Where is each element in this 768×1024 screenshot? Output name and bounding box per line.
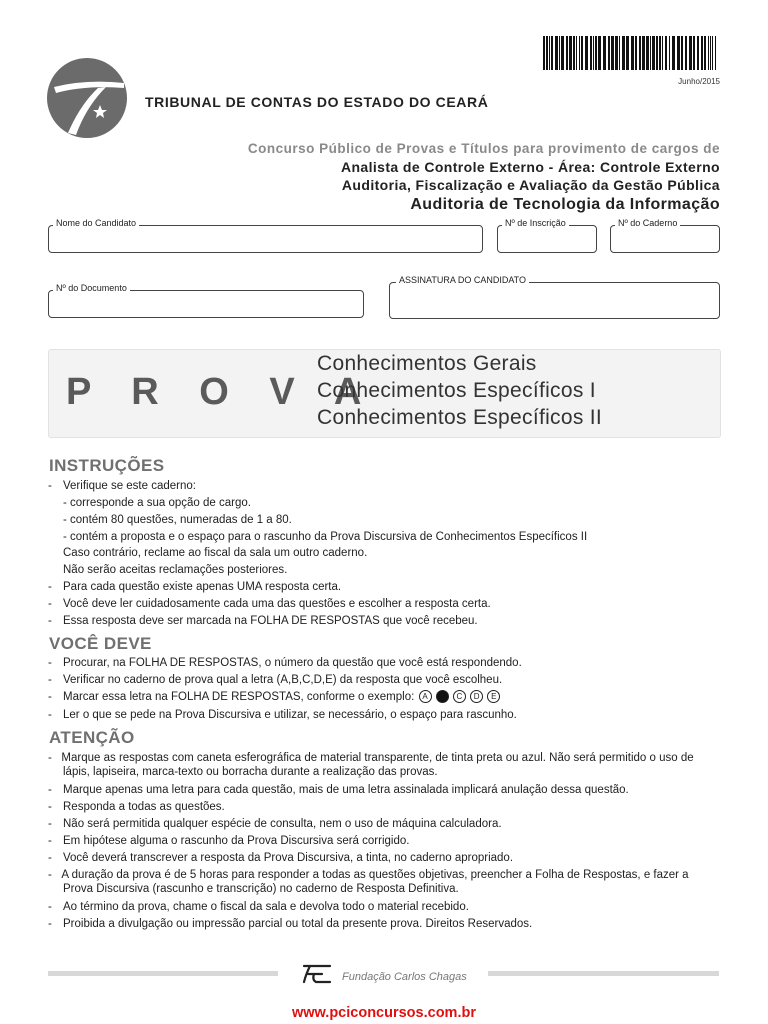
tce-logo-icon	[46, 57, 128, 139]
prova-subjects	[317, 350, 602, 431]
list-item: - Em hipótese alguma o rascunho da Prova Discursiva será corrigido.	[48, 835, 410, 847]
subject-line: Conhecimentos Gerais	[317, 352, 537, 375]
organization-title: TRIBUNAL DE CONTAS DO ESTADO DO CEARÁ	[145, 94, 489, 110]
cargo-line: Analista de Controle Externo - Área: Controle Externo	[340, 159, 720, 175]
list-item: - Você deverá transcrever a resposta da Prova Discursiva, a tinta, no caderno apropriado.	[48, 852, 514, 864]
list-item: - Procurar, na FOLHA DE RESPOSTAS, o número da questão que você está respondendo.	[48, 657, 522, 669]
foundation-name: Fundação Carlos Chagas	[342, 971, 467, 983]
voce-deve-title: VOCÊ DEVE	[49, 634, 152, 653]
list-item: - corresponde a sua opção de cargo.	[63, 497, 251, 509]
list-item: - Proibida a divulgação ou impressão parcial ou total da presente prova. Direitos Reservados.	[48, 918, 533, 930]
concurso-line: Concurso Público de Provas e Títulos para provimento de cargos de	[247, 141, 720, 156]
documento-label: Nº do Documento	[53, 283, 130, 293]
concurso-heading	[248, 140, 720, 216]
date-label: Junho/2015	[678, 77, 720, 86]
subject-line: Conhecimentos Específicos I	[317, 379, 596, 402]
bubble-a: A	[419, 690, 432, 703]
nome-candidato-label: Nome do Candidato	[53, 218, 139, 228]
list-item: Não serão aceitas reclamações posteriores.	[63, 564, 288, 576]
list-item: - contém 80 questões, numeradas de 1 a 80.	[63, 514, 292, 526]
list-item: - Não será permitida qualquer espécie de consulta, nem o uso de máquina calculadora.	[48, 818, 502, 830]
list-item: - Marque apenas uma letra para cada questão, mais de uma letra assinalada implicará anulação dessa questão.	[48, 784, 629, 796]
list-item: - Ao término da prova, chame o fiscal da sala e devolva todo o material recebido.	[48, 901, 469, 913]
documento-field[interactable]	[48, 283, 364, 318]
list-item: - Ler o que se pede na Prova Discursiva e utilizar, se necessário, o espaço para rascunho.	[48, 709, 517, 721]
instrucoes-title: INSTRUÇÕES	[49, 456, 165, 475]
list-item: - Marque as respostas com caneta esferográfica de material transparente, de tinta preta ou azul. Não será permitido o uso de lápis, lapiseira, marca-texto ou borracha durante a realização das provas.	[48, 752, 694, 778]
bubble-d: D	[470, 690, 483, 703]
assinatura-field[interactable]	[389, 275, 720, 319]
bubble-c: C	[453, 690, 466, 703]
list-item: - Verifique se este caderno:	[48, 480, 196, 492]
bubble-e: E	[487, 690, 500, 703]
list-item: - A duração da prova é de 5 horas para responder a todas as questões objetivas, preencher a Folha de Respostas, e fazer a Prova Discursiva (rascunho e transcrição) no caderno de Resposta Definitiva.	[48, 869, 689, 895]
caderno-field[interactable]	[610, 218, 720, 253]
nome-candidato-field[interactable]	[48, 218, 483, 253]
answer-example	[418, 691, 501, 703]
list-item: - Para cada questão existe apenas UMA resposta certa.	[48, 581, 342, 593]
list-item: - Marcar essa letra na FOLHA DE RESPOSTAS, conforme o exemplo: A C D E	[48, 690, 500, 704]
footer-divider	[488, 971, 719, 976]
website-link[interactable]: www.pciconcursos.com.br	[292, 1005, 476, 1021]
especialidade-line: Auditoria de Tecnologia da Informação	[410, 196, 720, 213]
list-item: - Você deve ler cuidadosamente cada uma das questões e escolher a resposta certa.	[48, 598, 491, 610]
list-item: Caso contrário, reclame ao fiscal da sala um outro caderno.	[63, 547, 368, 559]
assinatura-label: ASSINATURA DO CANDIDATO	[396, 275, 529, 285]
inscricao-field[interactable]	[497, 218, 597, 253]
atencao-title: ATENÇÃO	[49, 728, 135, 747]
list-item: - Verificar no caderno de prova qual a letra (A,B,C,D,E) da resposta que você escolheu.	[48, 674, 503, 686]
subject-line: Conhecimentos Específicos II	[317, 406, 603, 429]
list-item: - Responda a todas as questões.	[48, 801, 225, 813]
cargo-line: Auditoria, Fiscalização e Avaliação da Gestão Pública	[341, 177, 720, 193]
barcode-icon	[542, 36, 720, 70]
list-item: - contém a proposta e o espaço para o rascunho da Prova Discursiva de Conhecimentos Específicos II	[63, 531, 588, 543]
footer-divider	[48, 971, 278, 976]
list-item: - Essa resposta deve ser marcada na FOLHA DE RESPOSTAS que você recebeu.	[48, 615, 478, 627]
inscricao-label: Nº de Inscrição	[502, 218, 569, 228]
fcc-logo-icon	[300, 962, 334, 986]
bubble-b-filled	[436, 690, 449, 703]
caderno-label: Nº do Caderno	[615, 218, 680, 228]
prova-title: P R O V A	[66, 371, 377, 413]
